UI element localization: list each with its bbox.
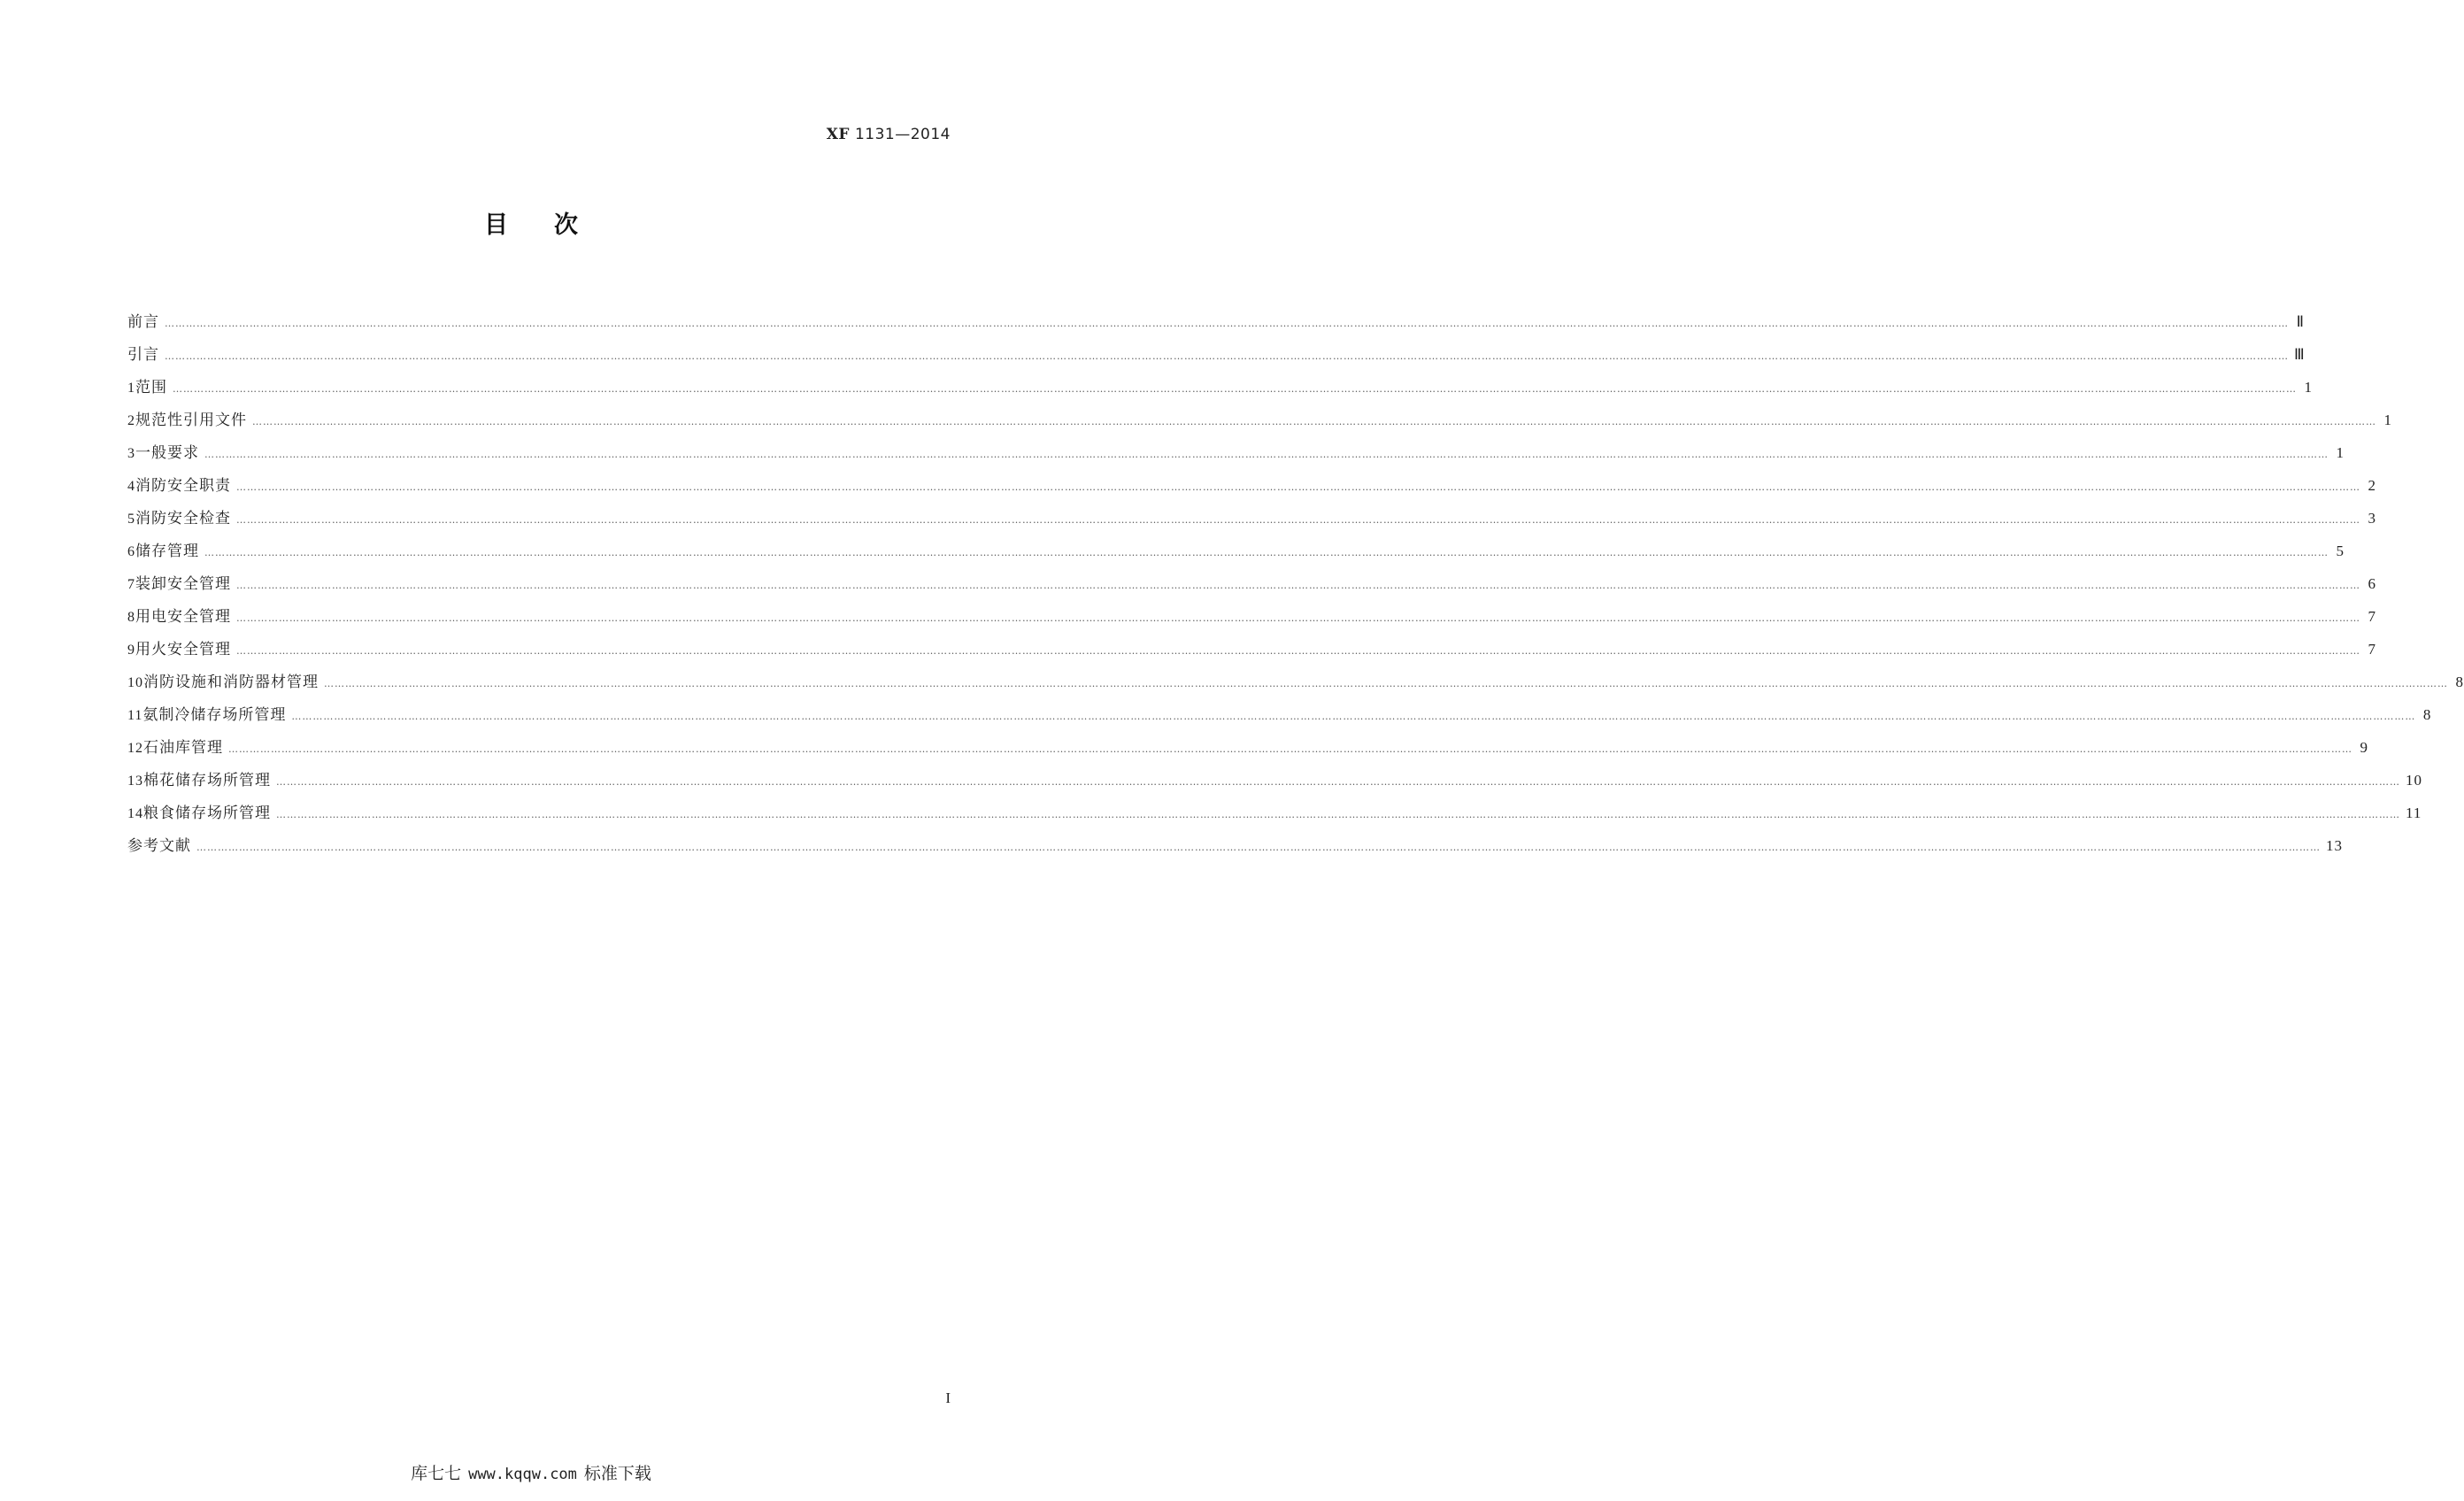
toc-entry[interactable] [127, 436, 2345, 469]
toc-entry-page: 11 [2406, 804, 2422, 821]
toc-leader-dots: …………………………………………………………………………………………………………………………………………………………………………………………………………………………………………………………………………………………………………………………………………………………………………………………………………………………………………………………………………………………………………………………………………………… [236, 514, 2360, 526]
toc-leader-dots: …………………………………………………………………………………………………………………………………………………………………………………………………………………………………………………………………………………………………………………………………………………………………………………………………………………………………………………………………………………………………………………………………………………… [165, 318, 2289, 329]
toc-entry-page: 10 [2406, 772, 2422, 789]
toc-entry[interactable] [127, 305, 2305, 338]
toc-entry-number: 6 [127, 544, 135, 559]
toc-entry-number: 1 [127, 381, 135, 396]
toc-entry-page: Ⅲ [2294, 346, 2306, 363]
toc-entry-number: 9 [127, 643, 135, 658]
toc-entry-number: 8 [127, 610, 135, 625]
toc-leader-dots: …………………………………………………………………………………………………………………………………………………………………………………………………………………………………………………………………………………………………………………………………………………………………………………………………………………………………………………………………………………………………………………………………………………… [252, 416, 2376, 427]
toc-entry[interactable] [127, 731, 2368, 764]
footer-watermark [0, 1460, 1062, 1484]
toc-entry-number: 7 [127, 577, 135, 592]
toc-entry[interactable] [127, 797, 2422, 829]
table-of-contents [127, 305, 2464, 862]
standard-code [827, 126, 951, 143]
toc-entry-title: 参考文献 [127, 837, 191, 855]
toc-entry-page: 6 [2368, 575, 2376, 592]
footer-slogan: 标准下载 [583, 1464, 651, 1483]
toc-entry-title: 储存管理 [135, 543, 199, 560]
toc-entry-page: 1 [2383, 412, 2392, 428]
toc-entry[interactable] [127, 338, 2306, 371]
toc-entry-page: 7 [2368, 608, 2376, 625]
toc-entry-title: 范围 [135, 379, 167, 396]
toc-entry-number: 12 [127, 741, 143, 756]
toc-leader-dots: …………………………………………………………………………………………………………………………………………………………………………………………………………………………………………………………………………………………………………………………………………………………………………………………………………………………………………………………………………………………………………………………………………………… [236, 481, 2360, 493]
toc-entry[interactable] [127, 404, 2392, 436]
toc-entry-title: 规范性引用文件 [135, 412, 247, 429]
footer-site-name: 库七七 [411, 1464, 462, 1483]
toc-leader-dots: …………………………………………………………………………………………………………………………………………………………………………………………………………………………………………………………………………………………………………………………………………………………………………………………………………………………………………………………………………………………………………………………………………………… [276, 776, 2400, 788]
toc-leader-dots: …………………………………………………………………………………………………………………………………………………………………………………………………………………………………………………………………………………………………………………………………………………………………………………………………………………………………………………………………………………………………………………………………………………… [236, 645, 2360, 657]
toc-leader-dots: …………………………………………………………………………………………………………………………………………………………………………………………………………………………………………………………………………………………………………………………………………………………………………………………………………………………………………………………………………………………………………………………………………………… [204, 547, 2329, 558]
toc-entry-page: 7 [2368, 641, 2376, 658]
toc-entry-number: 13 [127, 774, 143, 789]
toc-entry-title: 用电安全管理 [135, 608, 231, 626]
toc-entry-number: 4 [127, 479, 135, 494]
standard-prefix: XF [826, 126, 850, 143]
toc-entry-title: 前言 [127, 313, 159, 331]
standard-number: 1131—2014 [854, 126, 951, 143]
toc-leader-dots: …………………………………………………………………………………………………………………………………………………………………………………………………………………………………………………………………………………………………………………………………………………………………………………………………………………………………………………………………………………………………………………………………………………… [236, 580, 2360, 591]
toc-entry-title: 粮食储存场所管理 [143, 804, 271, 822]
toc-leader-dots: …………………………………………………………………………………………………………………………………………………………………………………………………………………………………………………………………………………………………………………………………………………………………………………………………………………………………………………………………………………………………………………………………………………… [228, 743, 2352, 755]
toc-entry-number: 5 [127, 512, 135, 527]
toc-entry-number: 10 [127, 675, 143, 690]
toc-entry-number: 11 [127, 708, 143, 723]
toc-entry-page: 8 [2455, 674, 2464, 690]
toc-entry-number: 14 [127, 806, 143, 821]
footer-url[interactable]: www.kqqw.com [468, 1466, 577, 1483]
toc-entry[interactable] [127, 502, 2376, 535]
toc-entry-title: 棉花储存场所管理 [143, 772, 271, 789]
toc-leader-dots: …………………………………………………………………………………………………………………………………………………………………………………………………………………………………………………………………………………………………………………………………………………………………………………………………………………………………………………………………………………………………………………………………………………… [324, 678, 2448, 689]
toc-entry-title: 石油库管理 [143, 739, 223, 757]
toc-leader-dots: …………………………………………………………………………………………………………………………………………………………………………………………………………………………………………………………………………………………………………………………………………………………………………………………………………………………………………………………………………………………………………………………………………………… [204, 449, 2329, 460]
toc-leader-dots: …………………………………………………………………………………………………………………………………………………………………………………………………………………………………………………………………………………………………………………………………………………………………………………………………………………………………………………………………………………………………………………………………………………… [165, 350, 2289, 362]
toc-entry-page: Ⅱ [2296, 313, 2305, 330]
toc-leader-dots: …………………………………………………………………………………………………………………………………………………………………………………………………………………………………………………………………………………………………………………………………………………………………………………………………………………………………………………………………………………………………………………………………………………… [173, 383, 2297, 395]
toc-leader-dots: …………………………………………………………………………………………………………………………………………………………………………………………………………………………………………………………………………………………………………………………………………………………………………………………………………………………………………………………………………………………………………………………………………………… [291, 711, 2416, 722]
toc-entry-title: 引言 [127, 346, 159, 364]
toc-entry-number: 3 [127, 446, 135, 461]
toc-leader-dots: …………………………………………………………………………………………………………………………………………………………………………………………………………………………………………………………………………………………………………………………………………………………………………………………………………………………………………………………………………………………………………………………………………………… [196, 842, 2321, 853]
toc-entry-title: 消防安全职责 [135, 477, 231, 495]
toc-entry-title: 消防设施和消防器材管理 [143, 674, 319, 691]
toc-entry-page: 5 [2336, 543, 2345, 559]
toc-entry[interactable] [127, 698, 2432, 731]
toc-entry[interactable] [127, 633, 2376, 666]
toc-entry[interactable] [127, 469, 2376, 502]
toc-entry-page: 13 [2326, 837, 2343, 854]
toc-entry-page: 1 [2304, 379, 2313, 396]
page-number: I [945, 1389, 951, 1406]
page-title: 目次 [484, 212, 624, 239]
toc-leader-dots: …………………………………………………………………………………………………………………………………………………………………………………………………………………………………………………………………………………………………………………………………………………………………………………………………………………………………………………………………………………………………………………………………………………… [276, 809, 2400, 820]
toc-entry[interactable] [127, 371, 2313, 404]
toc-entry-title: 消防安全检查 [135, 510, 231, 527]
toc-entry-page: 1 [2336, 444, 2345, 461]
toc-entry-page: 2 [2368, 477, 2376, 494]
toc-entry-page: 9 [2360, 739, 2368, 756]
toc-entry-title: 氨制冷储存场所管理 [142, 706, 287, 724]
toc-entry-title: 用火安全管理 [135, 641, 231, 658]
toc-entry-title: 装卸安全管理 [135, 575, 231, 593]
toc-entry[interactable] [127, 764, 2422, 797]
toc-entry-title: 一般要求 [135, 444, 199, 462]
toc-leader-dots: …………………………………………………………………………………………………………………………………………………………………………………………………………………………………………………………………………………………………………………………………………………………………………………………………………………………………………………………………………………………………………………………………………………… [236, 612, 2360, 624]
toc-entry[interactable] [127, 535, 2345, 567]
toc-entry[interactable] [127, 600, 2376, 633]
toc-entry-page: 3 [2368, 510, 2376, 527]
toc-entry[interactable] [127, 829, 2343, 862]
toc-entry[interactable] [127, 666, 2464, 698]
toc-entry-number: 2 [127, 413, 135, 428]
toc-entry-page: 8 [2422, 706, 2432, 723]
toc-entry[interactable] [127, 567, 2376, 600]
